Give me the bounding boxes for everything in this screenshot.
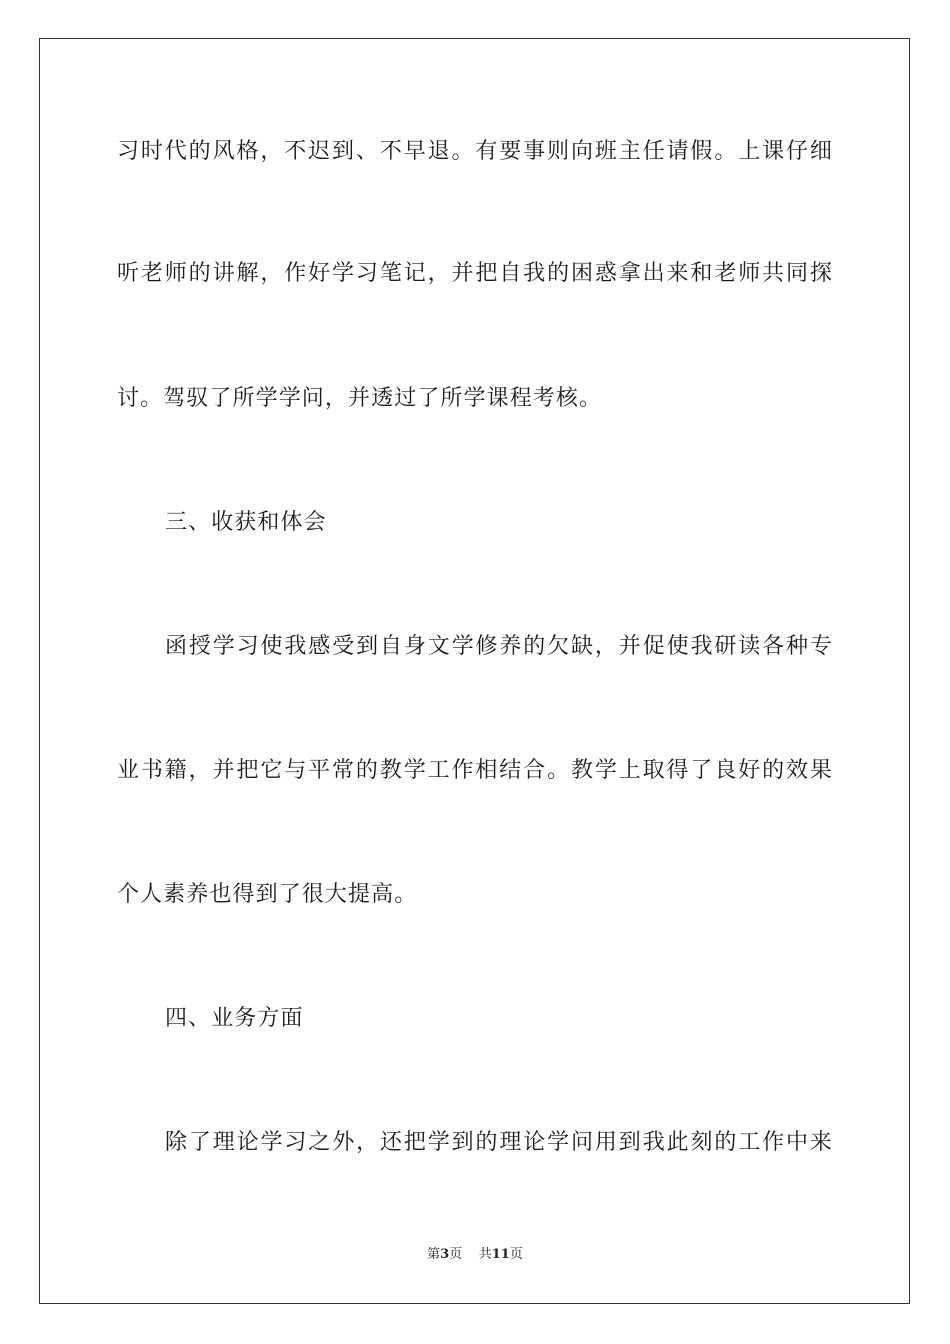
footer-total-prefix: 共 [478, 1247, 492, 1262]
footer-page-suffix: 页 [449, 1247, 463, 1262]
footer-total-pages: 11 [491, 1247, 510, 1262]
body-line: 函授学习使我感受到自身文学修养的欠缺，并促使我研读各种专 [165, 634, 833, 659]
body-line: 除了理论学习之外，还把学到的理论学问用到我此刻的工作中来 [165, 1130, 833, 1155]
body-line: 讨。驾驭了所学学问，并透过了所学课程考核。 [117, 386, 603, 411]
footer-page-prefix: 第 [427, 1247, 441, 1262]
page-footer [0, 1246, 950, 1264]
body-line: 习时代的风格，不迟到、不早退。有要事则向班主任请假。上课仔细 [117, 139, 833, 164]
footer-total-suffix: 页 [509, 1247, 523, 1262]
body-line: 个人素养也得到了很大提高。 [117, 882, 418, 907]
body-line: 听老师的讲解，作好学习笔记，并把自我的困惑拿出来和老师共同探 [117, 261, 833, 286]
section-heading-business: 四、业务方面 [165, 1006, 304, 1031]
section-heading-harvest: 三、收获和体会 [165, 510, 327, 535]
body-line: 业书籍，并把它与平常的教学工作相结合。教学上取得了良好的效果 [117, 758, 833, 783]
footer-page-number: 3 [440, 1247, 450, 1262]
page-border [39, 38, 910, 1304]
